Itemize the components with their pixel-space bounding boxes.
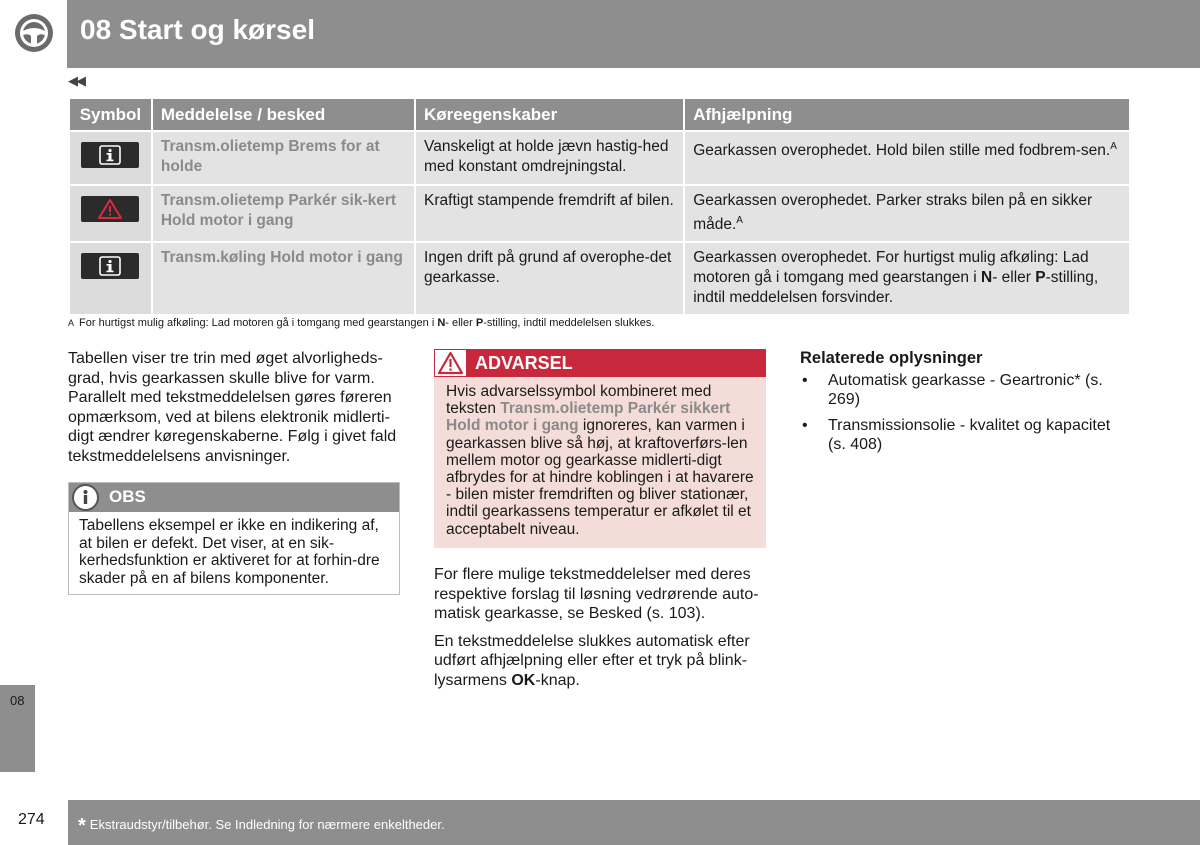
warning-icon-frame <box>434 349 467 377</box>
warning-highlight: Transm.olietemp Parkér sikkert Hold motor i gang <box>446 400 731 435</box>
footer-note <box>78 815 445 838</box>
related-title: Relaterede oplysninger <box>800 349 983 367</box>
related-info <box>800 349 1132 461</box>
related-link-text: Automatisk gearkasse - Geartronic* (s. 269) <box>828 371 1103 408</box>
back-arrows-icon: ◀◀ <box>68 73 84 88</box>
info-icon <box>81 253 139 279</box>
obs-text: Tabellens eksempel er ikke en indikering af, at bilen er defekt. Det viser, at en sik-kerhedsfunktion er aktiveret for at forhin-dre skader på en af bilens komponenter. <box>79 517 380 587</box>
obs-note-box <box>68 482 400 595</box>
remedy-text: - eller <box>992 269 1036 287</box>
column-header-behavior: Køreegenskaber <box>416 99 683 130</box>
table-row <box>70 186 1129 241</box>
remedy-cell <box>685 186 1129 241</box>
warning-triangle-icon <box>435 350 466 376</box>
remedy-cell <box>685 243 1129 314</box>
page-header <box>0 0 1200 68</box>
behavior-cell: Vanskeligt at holde jævn hastig-hed med konstant omdrejningstal. <box>416 132 683 184</box>
steering-wheel-icon <box>13 12 55 54</box>
warning-text <box>434 377 766 544</box>
footnote-label: A <box>68 318 75 328</box>
warning-label: ADVARSEL <box>475 353 573 373</box>
column-header-remedy: Afhjælpning <box>685 99 1129 130</box>
obs-label: OBS <box>109 487 146 506</box>
footnote-ref: A <box>736 215 743 226</box>
related-link[interactable] <box>800 416 1132 455</box>
message-cell: Transm.olietemp Brems for at holde <box>153 132 414 184</box>
warning-text-part: Hvis advarselssymbol kombineret med teksten <box>446 383 712 418</box>
footnote-text: For hurtigst mulig afkøling: Lad motoren gå i tomgang med gearstangen i <box>79 317 438 329</box>
column-header-message: Meddelelse / besked <box>153 99 414 130</box>
paragraph <box>434 632 766 691</box>
page-number: 274 <box>18 811 45 828</box>
behavior-cell: Ingen drift på grund af overophe-det gearkasse. <box>416 243 683 314</box>
asterisk: * <box>78 815 86 837</box>
warning-box <box>434 349 766 548</box>
table-row <box>70 243 1129 314</box>
info-icon <box>81 142 139 168</box>
table-header-row <box>70 99 1129 130</box>
warning-header <box>434 349 766 377</box>
warning-text-part: ignoreres, kan varmen i gearkassen blive så høj, at kraftoverførs-len mellem motor og gearkasse midlerti-digt afbrydes for at hindre koblingen i at havarere - bilen mister fremdriften og bliver stationær, indtil gearkassens temperatur er afkølet til et acceptabelt niveau. <box>446 417 754 538</box>
chapter-tab <box>0 685 35 772</box>
remedy-cell <box>685 132 1129 184</box>
paragraph-text: -knap. <box>535 671 580 689</box>
info-circle-icon <box>72 484 99 511</box>
gear-n: N <box>981 269 993 287</box>
gear-n: N <box>437 317 446 329</box>
related-link[interactable] <box>800 371 1132 410</box>
related-link-text: Transmissionsolie - kvalitet og kapacitet (s. 408) <box>828 416 1111 453</box>
ok-button-ref: OK <box>511 671 536 689</box>
remedy-text: Gearkassen overophedet. For hurtigst mulig afkøling: Lad motoren gå i tomgang med gearstangen i <box>693 249 1089 287</box>
intro-paragraph: Tabellen viser tre trin med øget alvorligheds-grad, hvis gearkassen skulle blive for varm. Parallelt med tekstmeddelelsen gøres føreren opmærksom, ved at bilens elektronik midlerti-digt ændrer køregenskaberne. Følg i givet fald tekstmeddelelsens anvisninger. <box>68 350 397 465</box>
message-cell: Transm.køling Hold motor i gang <box>153 243 414 314</box>
footnote-text: -stilling, indtil meddelelsen slukkes. <box>483 317 655 329</box>
symbol-cell <box>70 243 151 314</box>
behavior-cell: Kraftigt stampende fremdrift af bilen. <box>416 186 683 241</box>
page-title: 08 Start og kørsel <box>80 14 315 45</box>
message-table <box>68 97 1131 316</box>
paragraph: For flere mulige tekstmeddelelser med deres respektive forslag til løsning vedrørende auto-matisk gearkasse, se Besked (s. 103). <box>434 566 759 622</box>
footnote-ref: A <box>1110 141 1117 152</box>
obs-header <box>69 483 399 512</box>
paragraph-text: En tekstmeddelelse slukkes automatisk efter udført afhjælpning eller efter et tryk på blink-lysarmens <box>434 632 750 689</box>
column-header-symbol: Symbol <box>70 99 151 130</box>
bullet: • <box>802 416 808 434</box>
warning-triangle-icon <box>81 196 139 222</box>
gear-p: P <box>1035 269 1046 287</box>
symbol-cell <box>70 186 151 241</box>
header-icon-area <box>0 0 67 68</box>
page-footer <box>68 800 1200 845</box>
remedy-text: Gearkassen overophedet. Parker straks bilen på en sikker måde. <box>693 192 1093 234</box>
footnote-text: - eller <box>445 317 476 329</box>
table-row <box>70 132 1129 184</box>
bullet: • <box>802 371 808 389</box>
column-two <box>434 565 766 698</box>
footer-text: Ekstraudstyr/tilbehør. Se Indledning for nærmere enkeltheder. <box>89 817 445 832</box>
gear-p: P <box>475 317 484 329</box>
message-cell: Transm.olietemp Parkér sik-kert Hold motor i gang <box>153 186 414 241</box>
remedy-text: -stilling, indtil meddelelsen forsvinder. <box>693 269 1099 307</box>
chapter-number: 08 <box>10 693 25 708</box>
table-footnote <box>68 317 654 329</box>
symbol-cell <box>70 132 151 184</box>
remedy-text: Gearkassen overophedet. Hold bilen stille med fodbrem-sen. <box>693 142 1111 160</box>
